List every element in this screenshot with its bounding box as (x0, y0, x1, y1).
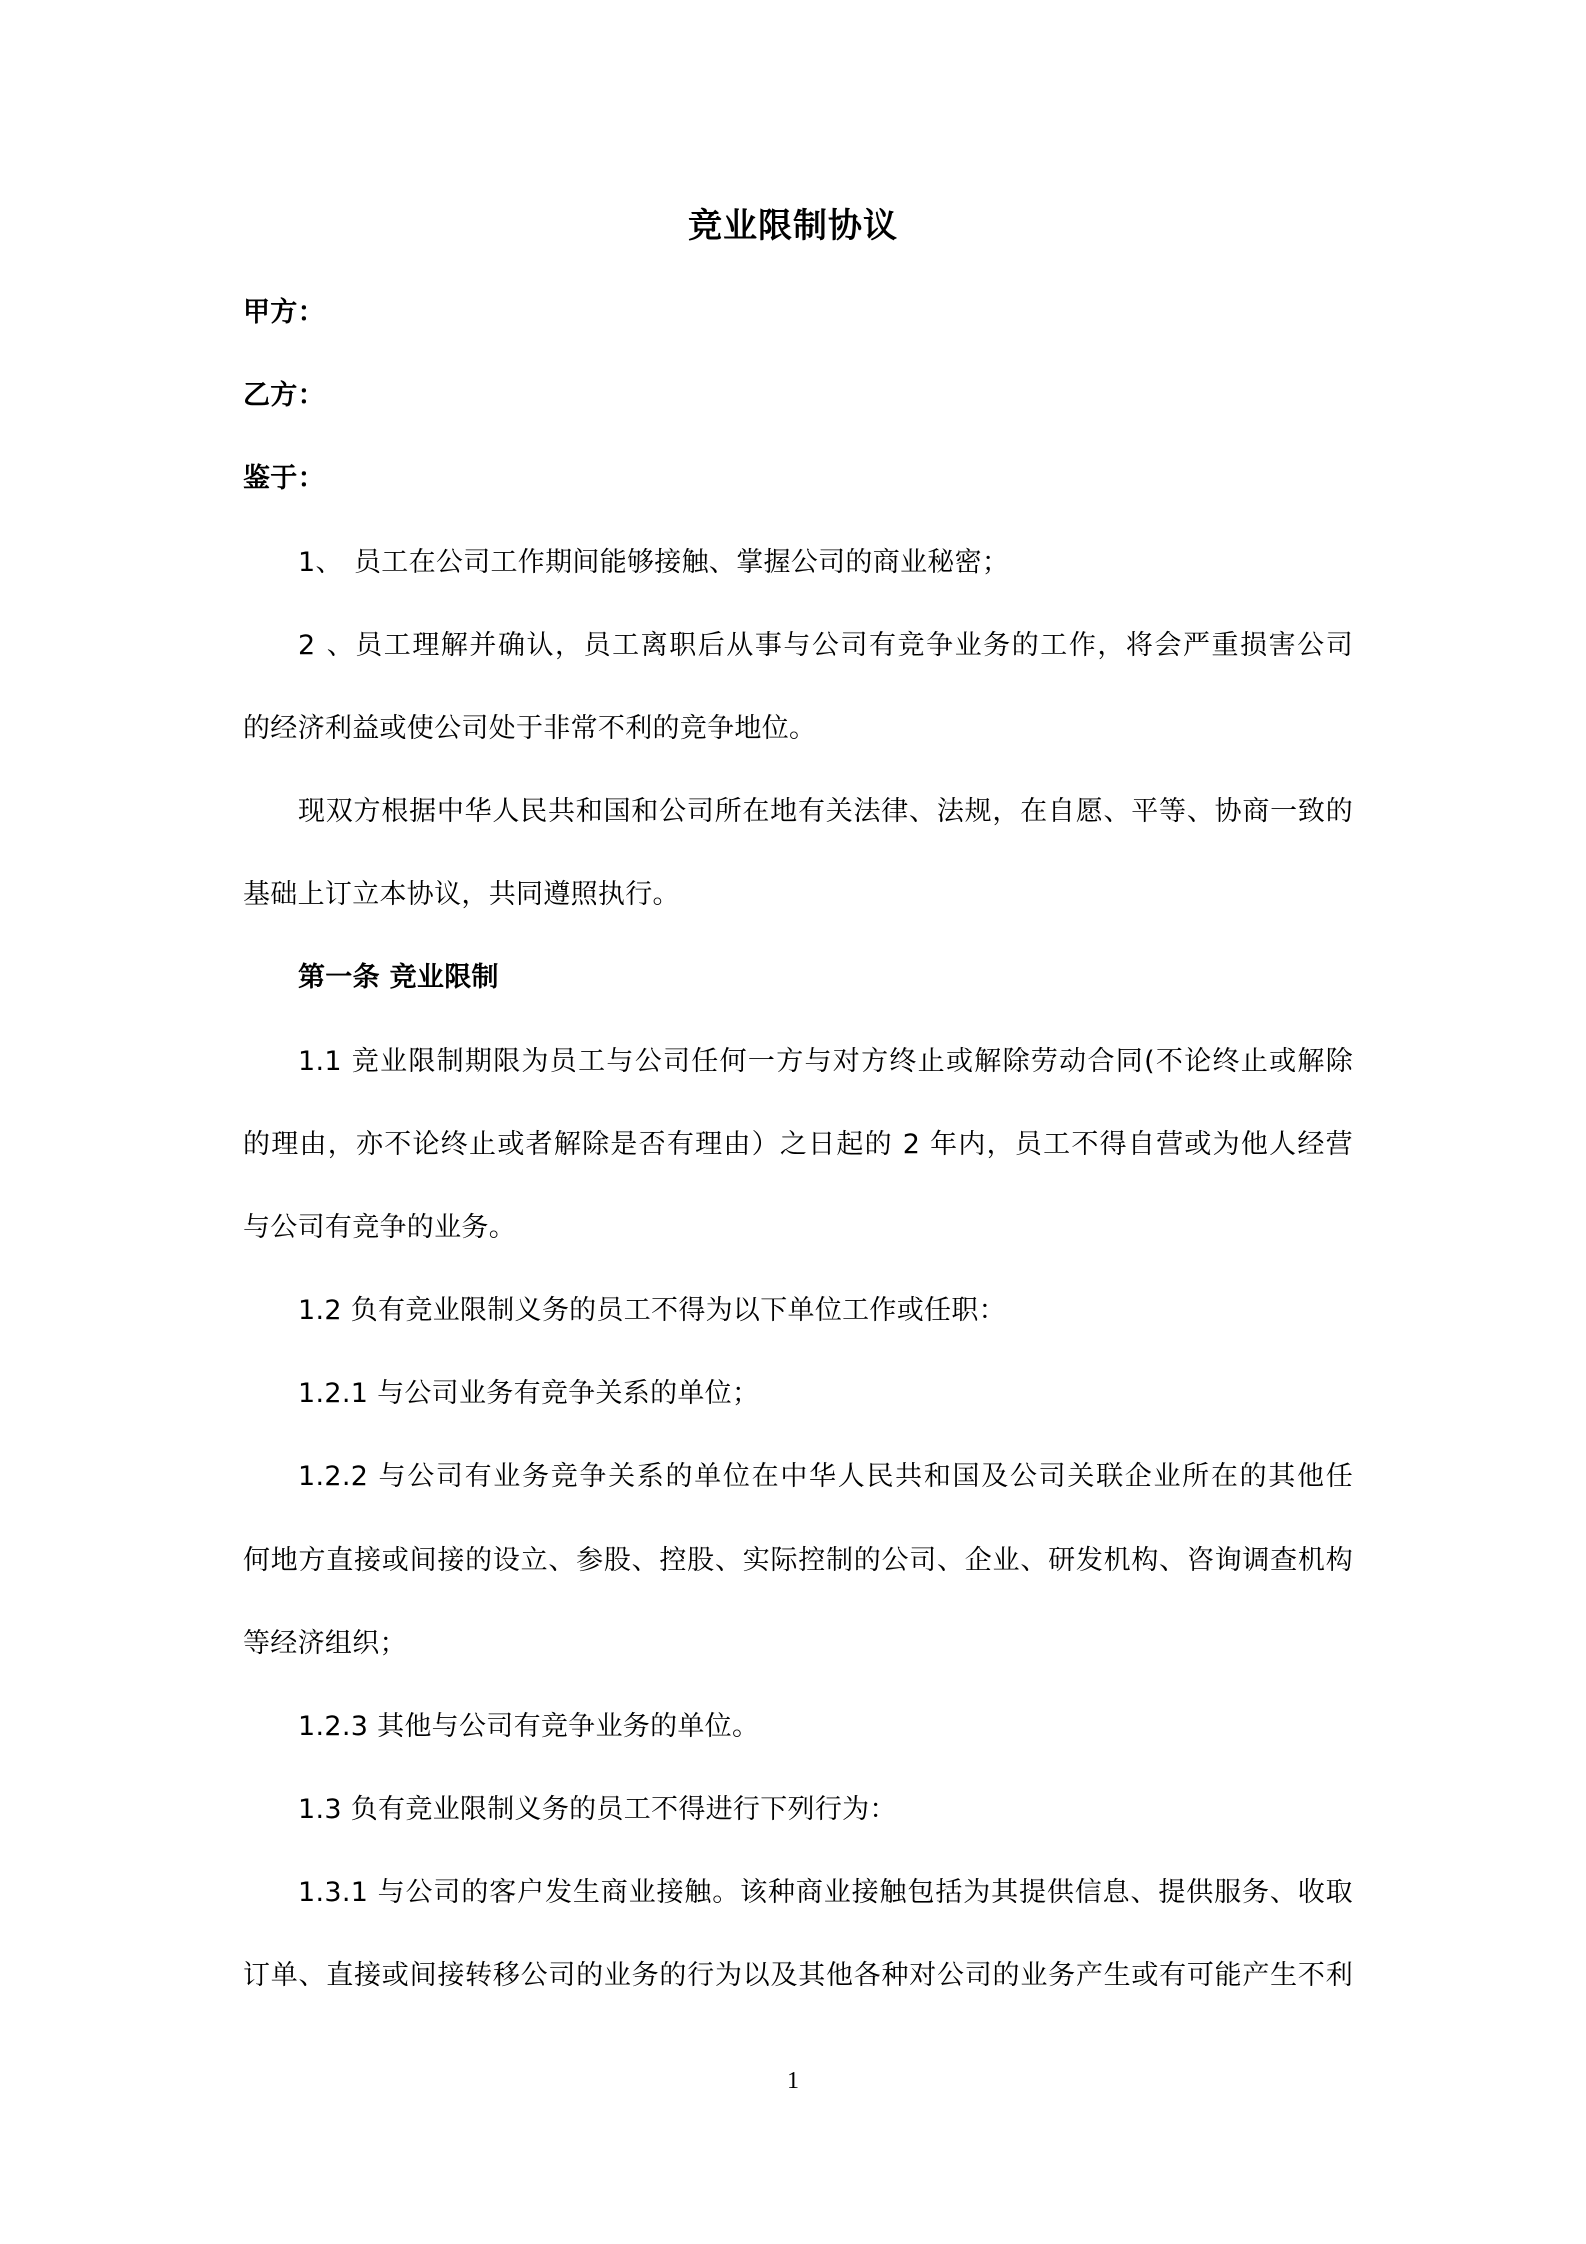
clause-1-1-line-1: 1.1 竞业限制期限为员工与公司任何一方与对方终止或解除劳动合同(不论终止或解除 (298, 1046, 1353, 1077)
clause-1-2-2-line-3: 等经济组织； (243, 1628, 407, 1659)
party-b-label: 乙方： (243, 380, 325, 411)
clause-1-2-2-line-1: 1.2.2 与公司有业务竞争关系的单位在中华人民共和国及公司关联企业所在的其他任 (298, 1461, 1353, 1492)
document-title: 竞业限制协议 (688, 206, 898, 246)
whereas-label: 鉴于： (243, 463, 325, 494)
recital-1 (298, 543, 1353, 583)
clause-1-3-1-line-1: 1.3.1 与公司的客户发生商业接触。该种商业接触包括为其提供信息、提供服务、收取 (298, 1877, 1353, 1908)
recital-2-line-1 (298, 626, 1353, 666)
clause-1-1-line-2: 的理由，亦不论终止或者解除是否有理由）之日起的 2 年内，员工不得自营或为他人经营 (243, 1129, 1353, 1160)
recital-1-number: 1、 (298, 547, 343, 578)
clause-1-2-2-line-2: 何地方直接或间接的设立、参股、控股、实际控制的公司、企业、研发机构、咨询调查机构 (243, 1545, 1353, 1576)
recital-2-number: 2、 (298, 630, 354, 661)
article-1-heading: 第一条 竞业限制 (298, 962, 499, 993)
recital-2-text-line-1: 员工理解并确认，员工离职后从事与公司有竞争业务的工作，将会严重损害公司 (354, 630, 1353, 661)
page-number: 1 (787, 2068, 799, 2094)
clause-1-3-1-line-2: 订单、直接或间接转移公司的业务的行为以及其他各种对公司的业务产生或有可能产生不利 (243, 1960, 1353, 1991)
clause-1-2: 1.2 负有竞业限制义务的员工不得为以下单位工作或任职： (298, 1295, 1006, 1326)
recital-2-line-2: 的经济利益或使公司处于非常不利的竞争地位。 (243, 713, 817, 744)
agreement-line-2: 基础上订立本协议，共同遵照执行。 (243, 879, 680, 910)
clause-1-3: 1.3 负有竞业限制义务的员工不得进行下列行为： (298, 1794, 897, 1825)
agreement-line-1: 现双方根据中华人民共和国和公司所在地有关法律、法规，在自愿、平等、协商一致的 (298, 796, 1353, 827)
party-a-label: 甲方： (243, 297, 325, 328)
clause-1-1-line-3: 与公司有竞争的业务。 (243, 1212, 516, 1243)
recital-1-text: 员工在公司工作期间能够接触、掌握公司的商业秘密； (354, 547, 1010, 578)
clause-1-2-1: 1.2.1 与公司业务有竞争关系的单位； (298, 1378, 760, 1409)
clause-1-2-3: 1.2.3 其他与公司有竞争业务的单位。 (298, 1711, 760, 1742)
